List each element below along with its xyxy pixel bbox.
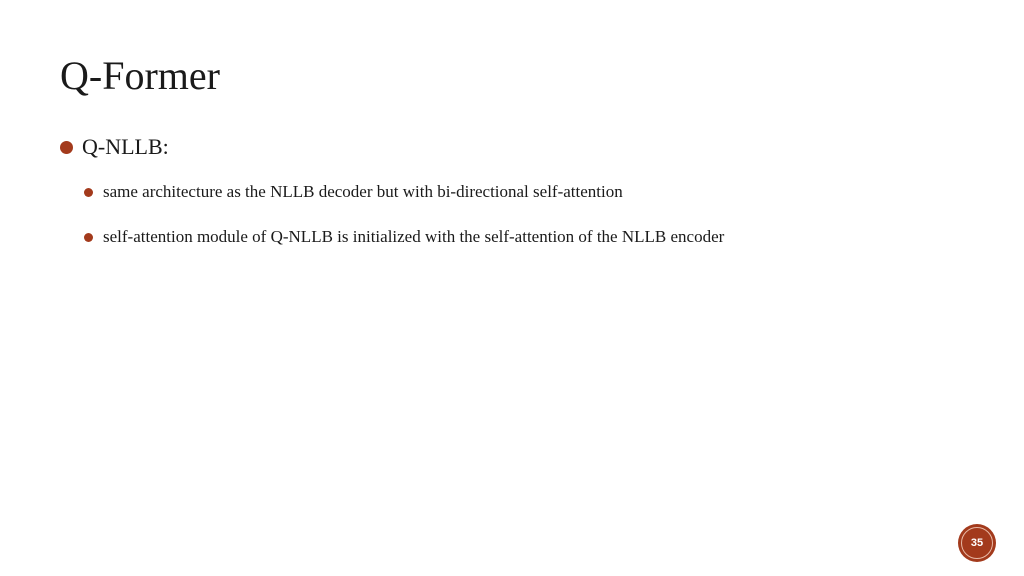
bullet-dot-icon xyxy=(84,188,93,197)
bullet-text: Q-NLLB: xyxy=(82,134,169,159)
bullet-dot-icon xyxy=(84,233,93,242)
bullet-level2 xyxy=(84,181,623,203)
bullet-level1 xyxy=(60,133,169,161)
page-number: 35 xyxy=(970,537,984,549)
bullet-dot-icon xyxy=(60,141,73,154)
page-number-badge xyxy=(958,524,996,562)
bullet-text: same architecture as the NLLB decoder but with bi-directional self-attention xyxy=(103,182,623,201)
bullet-level2 xyxy=(84,226,724,248)
slide-title: Q-Former xyxy=(60,53,220,98)
bullet-text: self-attention module of Q-NLLB is initialized with the self-attention of the NLLB encoder xyxy=(103,227,725,246)
